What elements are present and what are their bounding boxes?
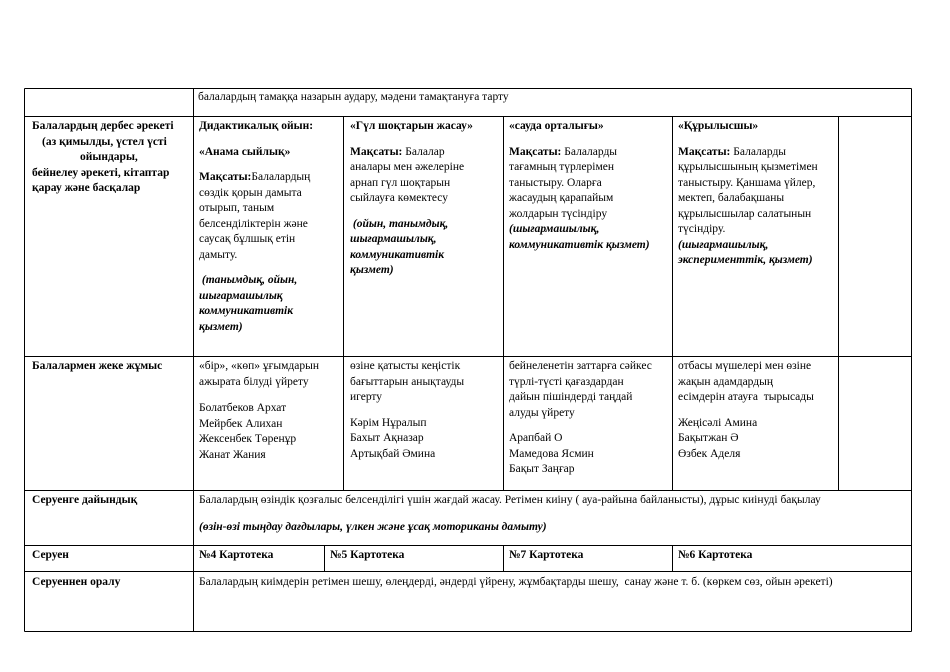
walk-card-5: №5 Картотека xyxy=(330,549,405,561)
goal-text: мектеп, балабақшаны xyxy=(678,192,785,204)
walk-row-label: Серуен xyxy=(32,549,69,561)
activity-game-3 xyxy=(509,119,650,253)
walk-card-4: №4 Картотека xyxy=(199,549,274,561)
goal-text: арнап гүл шоқтарын xyxy=(350,176,451,189)
individual-task: жақын адамдардың xyxy=(678,375,774,388)
individual-task: есімдерін атауға тырысады xyxy=(678,391,814,403)
activity-label-line: (аз қимылды, үстел үсті xyxy=(42,135,167,148)
individual-task: өзіне қатысты кеңістік xyxy=(350,360,461,372)
goal-text: құрылысшылар салатынын xyxy=(678,207,812,220)
prep-cell xyxy=(199,493,821,535)
individual-cell-1 xyxy=(199,359,319,463)
return-row-label: Серуеннен оралу xyxy=(32,576,121,588)
activity-game-2 xyxy=(350,119,473,279)
child-name: Жанат Жания xyxy=(199,448,266,461)
child-name: Бақытжан Ә xyxy=(678,432,739,444)
individual-cell-4 xyxy=(678,359,814,462)
prep-row-label: Серуенге дайындық xyxy=(32,494,138,506)
individual-cell-3 xyxy=(509,359,652,478)
activity-game-1 xyxy=(199,119,313,335)
game-subtitle: «Анама сыйлық» xyxy=(199,145,291,158)
prep-text: Балалардың өзіндік қозғалыс белсенділігі үшін жағдай жасау. Ретімен киіну ( ауа-райына байланысты), дұрыс киінуді бақылау xyxy=(199,494,821,506)
child-name: Мамедова Ясмин xyxy=(509,447,594,460)
activity-game-4 xyxy=(678,119,818,269)
activity-row-label xyxy=(32,119,174,197)
activity-label-line: бейнелеу әрекеті, кітаптар xyxy=(32,166,170,179)
individual-task: алуды үйрету xyxy=(509,406,575,419)
goal-text: таныстыру. Оларға xyxy=(509,176,602,189)
activity-note: (шығармашылық, xyxy=(509,223,600,235)
child-name: Бахыт Ақназар xyxy=(350,432,424,444)
goal-text: саусақ бұлшық етін xyxy=(199,233,296,245)
goal-text: таныстыру. Қаншама үйлер, xyxy=(678,176,816,189)
activity-note: қызмет) xyxy=(350,264,394,276)
activity-note: шығармашылық xyxy=(199,289,283,302)
activity-note: (шығармашылық, xyxy=(678,238,769,251)
individual-task: бейнеленетін заттарға сәйкес xyxy=(509,360,652,372)
game-title: Дидактикалық ойын: xyxy=(199,120,314,132)
goal-label: Мақсаты: xyxy=(678,145,731,158)
child-name: Жексенбек Төренұр xyxy=(199,433,297,445)
goal-text: Балаларды xyxy=(730,145,787,158)
individual-task: бағыттарын анықтауды xyxy=(350,375,465,388)
activity-note: қызмет) xyxy=(199,320,243,333)
top-row-text: балалардың тамаққа назарын аудару, мәдени тамақтануға тарту xyxy=(198,91,509,103)
child-name: Мейрбек Алихан xyxy=(199,417,283,430)
individual-task: ажырата білуді үйрету xyxy=(199,375,309,388)
child-name: Өзбек Аделя xyxy=(678,447,741,460)
individual-row-label: Балалармен жеке жұмыс xyxy=(32,360,163,372)
goal-text: отырып, таным xyxy=(199,202,275,214)
activity-label-line: Балалардың дербес әрекеті xyxy=(32,120,174,132)
child-name: Бақыт Заңғар xyxy=(509,463,575,475)
goal-text: Балаларды xyxy=(561,145,618,158)
child-name: Артықбай Әмина xyxy=(350,447,436,460)
goal-text: түсіндіру. xyxy=(678,223,726,235)
individual-task: түрлі-түсті қағаздардан xyxy=(509,375,624,388)
goal-text: дамыту. xyxy=(199,248,238,261)
goal-label: Мақсаты: xyxy=(199,171,252,183)
prep-note: (өзін-өзі тыңдау дағдылары, үлкен және ұсақ моториканы дамыту) xyxy=(199,520,547,533)
goal-text: Балалардың xyxy=(251,171,311,183)
game-title: «Құрылысшы» xyxy=(678,120,759,132)
goal-text: құрылысшының қызметімен xyxy=(678,161,818,173)
individual-task: игерту xyxy=(350,391,383,403)
activity-label-line: қарау және басқалар xyxy=(32,182,141,194)
goal-label: Мақсаты: xyxy=(350,145,403,158)
activity-label-line: ойындары, xyxy=(80,151,138,163)
child-name: Жеңісәлі Амина xyxy=(678,416,758,429)
activity-note: шығармашылық, xyxy=(350,233,437,245)
goal-text: тағамның түрлерімен xyxy=(509,161,614,173)
goal-text: жолдарын түсіндіру xyxy=(509,207,608,220)
goal-text: сыйлауға көмектесу xyxy=(350,192,448,204)
activity-note: (танымдық, ойын, xyxy=(199,274,298,286)
game-title: «Гүл шоқтарын жасау» xyxy=(350,120,473,132)
game-title: «сауда орталығы» xyxy=(509,120,604,132)
goal-text: сөздік қорын дамыта xyxy=(199,186,302,199)
goal-label: Мақсаты: xyxy=(509,145,562,158)
walk-card-6: №6 Картотека xyxy=(678,549,753,561)
child-name: Арапбай О xyxy=(509,432,563,444)
individual-cell-2 xyxy=(350,359,464,462)
activity-note: коммуникативтік қызмет) xyxy=(509,238,650,251)
individual-task: «бір», «көп» ұғымдарын xyxy=(199,360,319,372)
goal-text: белсенділіктерін және xyxy=(199,217,308,230)
child-name: Кәрім Нұралып xyxy=(350,416,427,429)
activity-note: (ойын, танымдық, xyxy=(350,217,449,230)
individual-task: дайын пішіндерді таңдай xyxy=(509,391,633,403)
activity-note: коммуникативтік xyxy=(350,248,445,261)
goal-text: аналары мен әжелеріне xyxy=(350,161,465,173)
activity-note: коммуникативтік xyxy=(199,305,294,317)
goal-text: Балалар xyxy=(402,145,445,158)
individual-task: отбасы мүшелері мен өзіне xyxy=(678,360,812,372)
child-name: Болатбеков Архат xyxy=(199,402,287,414)
goal-text: жасаудың қарапайым xyxy=(509,192,614,204)
walk-card-7: №7 Картотека xyxy=(509,549,584,561)
activity-note: эксперименттік, қызмет) xyxy=(678,254,813,266)
return-text: Балалардың киімдерін ретімен шешу, өлеңдерді, әндерді үйрену, жұмбақтарды шешу, санау және т. б. (көркем сөз, ойын әрекеті) xyxy=(199,576,833,588)
